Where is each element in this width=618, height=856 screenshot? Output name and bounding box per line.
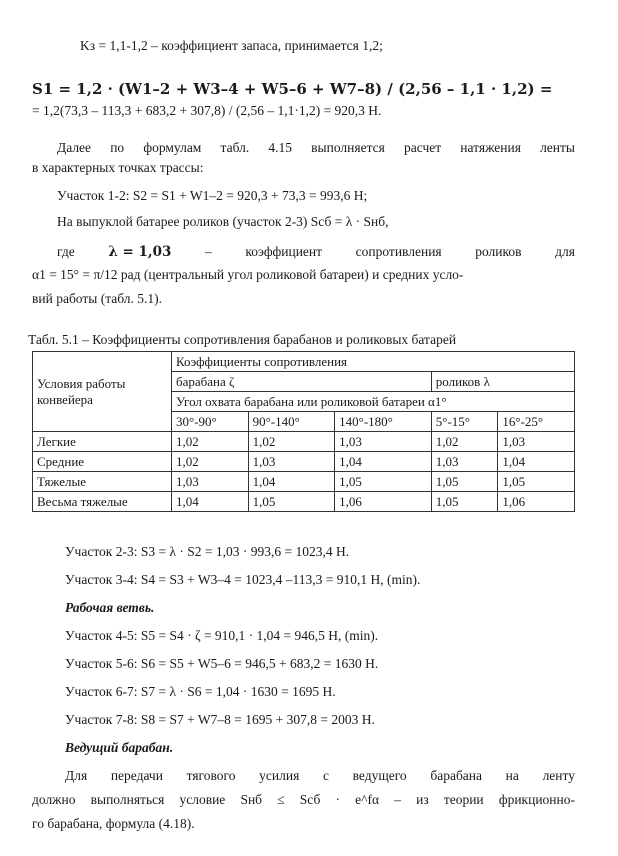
row-label: Легкие xyxy=(33,432,172,452)
angle-cell: 90°-140° xyxy=(248,412,335,432)
word: где xyxy=(57,244,75,259)
table-row xyxy=(33,452,575,472)
word: сопротивления xyxy=(355,244,442,259)
formula-s1: S1 = 1,2 · (W1–2 + W3–4 + W5–6 + W7–8) / (2,56 – 1,1 · 1,2) = xyxy=(32,80,553,98)
paragraph-line: Далее по формулам табл. 4.15 выполняется расчет натяжения ленты xyxy=(57,140,575,155)
cell: 1,03 xyxy=(431,452,498,472)
driving-drum-heading: Ведущий барабан. xyxy=(65,740,174,755)
section-7-8: Участок 7-8: S8 = S7 + W7–8 = 1695 + 307,8 = 2003 Н. xyxy=(65,712,375,727)
word: коэффициент xyxy=(245,244,323,259)
cell: 1,05 xyxy=(498,472,575,492)
paragraph-line: в характерных точках трассы: xyxy=(32,160,204,175)
word: роликов xyxy=(475,244,522,259)
cell: 1,04 xyxy=(172,492,249,512)
cell: 1,04 xyxy=(498,452,575,472)
word: – xyxy=(204,244,212,259)
table-row xyxy=(33,492,575,512)
working-branch-heading: Рабочая ветвь. xyxy=(65,600,155,615)
cell: 1,02 xyxy=(172,452,249,472)
paragraph-line: Для передачи тягового усилия с ведущего барабана на ленту xyxy=(65,768,575,783)
text-line-where xyxy=(57,244,575,260)
cell: 1,04 xyxy=(335,452,432,472)
text-line-s1-calc: = 1,2(73,3 – 113,3 + 683,2 + 307,8) / (2,56 – 1,1·1,2) = 920,3 Н. xyxy=(32,103,382,118)
table-row xyxy=(33,472,575,492)
lambda-value: λ = 1,03 xyxy=(108,244,172,260)
cell: 1,02 xyxy=(431,432,498,452)
coefficients-table xyxy=(32,351,575,512)
text-line-convex: На выпуклой батарее роликов (участок 2-3) Sсб = λ · Sнб, xyxy=(57,214,389,229)
text-line-kz: Kз = 1,1-1,2 – коэффициент запаса, принимается 1,2; xyxy=(80,38,383,53)
section-4-5: Участок 4-5: S5 = S4 · ζ = 910,1 · 1,04 = 946,5 Н, (min). xyxy=(65,628,379,643)
section-2-3: Участок 2-3: S3 = λ · S2 = 1,03 · 993,6 = 1023,4 Н. xyxy=(65,544,350,559)
header-drum: барабана ζ xyxy=(172,372,432,392)
section-5-6: Участок 5-6: S6 = S5 + W5–6 = 946,5 + 683,2 = 1630 Н. xyxy=(65,656,379,671)
row-label: Средние xyxy=(33,452,172,472)
text-line-alpha: α1 = 15° = π/12 рад (центральный угол роликовой батареи) и средних усло- xyxy=(32,267,464,282)
paragraph-line: го барабана, формула (4.18). xyxy=(32,816,195,831)
table-row xyxy=(33,432,575,452)
cell: 1,03 xyxy=(335,432,432,452)
header-conditions: Условия работы конвейера xyxy=(33,352,172,432)
cell: 1,03 xyxy=(248,452,335,472)
cell: 1,05 xyxy=(335,472,432,492)
angle-cell: 140°-180° xyxy=(335,412,432,432)
cell: 1,04 xyxy=(248,472,335,492)
paragraph-line: должно выполняться условие Sнб ≤ Sсб · e^fα – из теории фрикционно- xyxy=(32,792,575,807)
cell: 1,05 xyxy=(431,492,498,512)
section-6-7: Участок 6-7: S7 = λ · S6 = 1,04 · 1630 = 1695 Н. xyxy=(65,684,336,699)
cell: 1,02 xyxy=(172,432,249,452)
cell: 1,03 xyxy=(172,472,249,492)
header-angle: Угол охвата барабана или роликовой батареи α1° xyxy=(172,392,575,412)
table-caption-text: Табл. 5.1 – Коэффициенты сопротивления барабанов и роликовых батарей xyxy=(28,332,457,347)
row-label: Весьма тяжелые xyxy=(33,492,172,512)
cell: 1,03 xyxy=(498,432,575,452)
cell: 1,06 xyxy=(498,492,575,512)
header-roller: роликов λ xyxy=(431,372,574,392)
word: для xyxy=(555,244,575,259)
header-coefficients: Коэффициенты сопротивления xyxy=(172,352,575,372)
angle-cell: 30°-90° xyxy=(172,412,249,432)
row-label: Тяжелые xyxy=(33,472,172,492)
cell: 1,06 xyxy=(335,492,432,512)
angle-cell: 5°-15° xyxy=(431,412,498,432)
cell: 1,05 xyxy=(431,472,498,492)
cell: 1,05 xyxy=(248,492,335,512)
text-line-end: вий работы (табл. 5.1). xyxy=(32,291,163,306)
angle-cell: 16°-25° xyxy=(498,412,575,432)
section-3-4: Участок 3-4: S4 = S3 + W3–4 = 1023,4 –113,3 = 910,1 Н, (min). xyxy=(65,572,421,587)
section-1-2: Участок 1-2: S2 = S1 + W1–2 = 920,3 + 73,3 = 993,6 Н; xyxy=(57,188,368,203)
cell: 1,02 xyxy=(248,432,335,452)
